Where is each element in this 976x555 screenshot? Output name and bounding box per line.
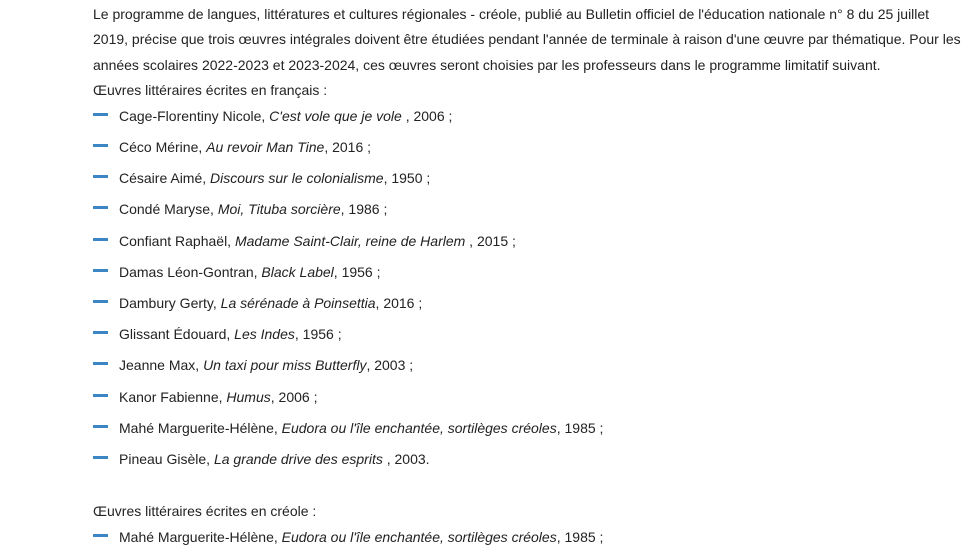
- list-item: [93, 134, 961, 165]
- french-works-heading: Œuvres littéraires écrites en français :: [93, 81, 328, 98]
- list-item: [93, 196, 961, 227]
- work-title: Un taxi pour miss Butterfly: [203, 357, 367, 374]
- dash-bullet-icon: [93, 175, 108, 178]
- dash-bullet-icon: [93, 300, 108, 303]
- list-item: [93, 165, 961, 196]
- dash-bullet-icon: [93, 269, 108, 272]
- dash-bullet-icon: [93, 394, 108, 397]
- work-year: , 2006 ;: [401, 107, 453, 124]
- work-title: Madame Saint-Clair, reine de Harlem: [234, 232, 466, 249]
- work-author: Cage-Florentiny Nicole,: [119, 107, 270, 124]
- work-year: , 2016 ;: [375, 295, 423, 312]
- list-item: [93, 415, 961, 446]
- work-year: , 2006 ;: [270, 388, 318, 405]
- work-year: , 2003.: [382, 450, 430, 467]
- work-year: , 1985 ;: [556, 529, 604, 546]
- list-item: [93, 228, 961, 259]
- work-title: Eudora ou l'île enchantée, sortilèges créoles: [281, 529, 557, 546]
- work-author: Kanor Fabienne,: [119, 388, 227, 405]
- creole-works-list: [93, 524, 961, 555]
- french-works-list: [93, 103, 961, 477]
- dash-bullet-icon: [93, 238, 108, 241]
- dash-bullet-icon: [93, 362, 108, 365]
- dash-bullet-icon: [93, 534, 108, 537]
- work-author: Céco Mérine,: [119, 139, 207, 156]
- work-author: Glissant Édouard,: [119, 326, 235, 343]
- work-author: Césaire Aimé,: [119, 170, 211, 187]
- work-title: Les Indes: [234, 326, 295, 343]
- work-year: , 1985 ;: [556, 419, 604, 436]
- work-title: Eudora ou l'île enchantée, sortilèges créoles: [281, 419, 557, 436]
- creole-works-heading: Œuvres littéraires écrites en créole :: [93, 503, 317, 520]
- article-content: [93, 2, 961, 555]
- list-item: [93, 290, 961, 321]
- work-author: Damas Léon-Gontran,: [119, 263, 262, 280]
- work-title: La sérénade à Poinsettia: [220, 295, 376, 312]
- work-author: Dambury Gerty,: [119, 295, 221, 312]
- intro-paragraph: Le programme de langues, littératures et cultures régionales - créole, publié au Bulletin officiel de l'éducation nationale n° 8 du 25 juillet 2019, précise que trois œuvres intégrales doivent être étudiées pendant l'année de terminale à raison d'une œuvre par thématique. Pour les années scolaires 2022-2023 et 2023-2024, ces œuvres seront choisies par les professeurs dans le programme limitatif suivant.: [93, 6, 961, 73]
- work-year: , 2003 ;: [366, 357, 414, 374]
- work-year: , 1950 ;: [383, 170, 431, 187]
- work-author: Condé Maryse,: [119, 201, 218, 218]
- work-author: Pineau Gisèle,: [119, 450, 214, 467]
- work-author: Confiant Raphaël,: [119, 232, 235, 249]
- list-item: [93, 384, 961, 415]
- work-title: Au revoir Man Tine: [206, 139, 325, 156]
- list-item: [93, 259, 961, 290]
- work-title: C'est vole que je vole: [269, 107, 402, 124]
- dash-bullet-icon: [93, 144, 108, 147]
- list-item: [93, 524, 961, 555]
- work-author: Mahé Marguerite-Hélène,: [119, 419, 282, 436]
- work-year: , 2015 ;: [465, 232, 516, 249]
- work-year: , 2016 ;: [324, 139, 372, 156]
- work-title: Moi, Tituba sorcière: [217, 201, 341, 218]
- dash-bullet-icon: [93, 206, 108, 209]
- work-year: , 1986 ;: [340, 201, 388, 218]
- work-title: Black Label: [261, 263, 334, 280]
- list-item: [93, 446, 961, 477]
- dash-bullet-icon: [93, 456, 108, 459]
- list-item: [93, 352, 961, 383]
- work-author: Jeanne Max,: [119, 357, 204, 374]
- dash-bullet-icon: [93, 425, 108, 428]
- work-year: , 1956 ;: [294, 326, 342, 343]
- work-author: Mahé Marguerite-Hélène,: [119, 529, 282, 546]
- list-item: [93, 103, 961, 134]
- work-title: Humus: [226, 388, 271, 405]
- dash-bullet-icon: [93, 331, 108, 334]
- work-title: La grande drive des esprits: [213, 450, 383, 467]
- work-year: , 1956 ;: [333, 263, 381, 280]
- work-title: Discours sur le colonialisme: [210, 170, 384, 187]
- list-item: [93, 321, 961, 352]
- dash-bullet-icon: [93, 113, 108, 116]
